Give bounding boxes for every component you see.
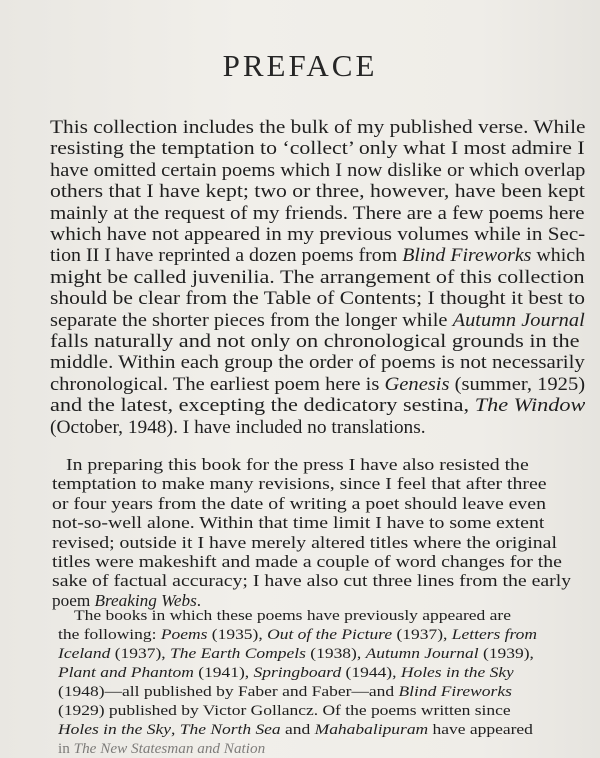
text-run: In preparing this book for the press I have also resisted the <box>66 455 529 474</box>
text-line <box>58 702 511 720</box>
text-line <box>50 417 426 439</box>
text-run: should be clear from the Table of Contents; I thought it best to <box>50 288 585 310</box>
text-run: (1929) published by Victor Gollancz. Of the poems written since <box>58 702 511 719</box>
italic-title: Autumn Journal <box>452 309 585 331</box>
text-line <box>50 245 585 267</box>
text-line <box>74 607 511 625</box>
text-run: (summer, 1925) <box>449 373 586 395</box>
text-line <box>50 181 585 203</box>
text-run: and the latest, excepting the dedicatory sestina, <box>50 395 475 417</box>
text-line <box>58 721 533 739</box>
text-line <box>52 513 544 533</box>
italic-title: Plant and Phantom <box>58 664 194 681</box>
text-run: which <box>531 245 586 267</box>
text-line <box>50 310 585 332</box>
text-line <box>52 552 562 572</box>
text-run: have omitted certain poems which I now dislike or which overlap <box>50 159 586 181</box>
text-run: (1939), <box>478 645 534 662</box>
text-run: (1944), <box>341 664 401 681</box>
text-run: separate the shorter pieces from the longer while <box>50 309 453 331</box>
italic-title: Out of the Picture <box>267 626 393 643</box>
text-line <box>50 352 585 374</box>
italic-title: Springboard <box>253 664 342 681</box>
text-line <box>50 203 584 225</box>
text-run: the following: <box>58 626 161 643</box>
text-line <box>58 626 537 644</box>
italic-title: The Earth Compels <box>170 645 306 662</box>
text-run: falls naturally and not only on chronological grounds in the <box>50 331 580 352</box>
text-line <box>50 224 585 246</box>
text-run: middle. Within each group the order of poems is not necessarily <box>50 352 585 374</box>
text-line <box>50 160 585 182</box>
text-run: (October, 1948). I have included no translations. <box>50 416 426 438</box>
text-line <box>58 645 534 663</box>
text-line <box>58 740 265 758</box>
text-run: , <box>171 721 180 738</box>
text-run: (1937), <box>110 645 171 662</box>
text-run: tion II I have reprinted a dozen poems from <box>50 245 403 267</box>
text-line <box>52 474 547 494</box>
italic-title: Breaking Webs <box>94 590 197 610</box>
text-line <box>50 267 585 289</box>
italic-title: Letters from <box>451 626 538 643</box>
text-run: have appeared <box>428 721 533 738</box>
text-run: (1935), <box>207 626 268 643</box>
text-line <box>50 117 586 139</box>
text-run: resisting the temptation to ‘collect’ only what I most admire I <box>50 138 585 160</box>
text-line <box>52 533 557 553</box>
text-run: titles were makeshift and made a couple of word changes for the <box>52 552 562 571</box>
italic-title: The North Sea <box>179 721 281 738</box>
text-line <box>52 494 546 514</box>
italic-title: Iceland <box>58 645 111 662</box>
text-run: This collection includes the bulk of my published verse. While <box>50 117 586 138</box>
italic-title: Genesis <box>384 373 450 395</box>
page-title: PREFACE <box>222 48 378 83</box>
text-run: poem <box>52 590 95 610</box>
text-run: sake of factual accuracy; I have also cut three lines from the early <box>52 571 572 591</box>
text-run: which have not appeared in my previous volumes while in Sec- <box>50 224 586 245</box>
italic-title: Holes in the Sky <box>58 721 172 738</box>
text-run: mainly at the request of my friends. There are a few poems here <box>50 202 585 224</box>
text-run: not-so-well alone. Within that time limit I have to some extent <box>52 513 545 533</box>
text-run: revised; outside it I have merely altered titles where the original <box>52 532 557 552</box>
text-run: (1941), <box>193 664 254 681</box>
text-line <box>58 664 514 682</box>
italic-title: Holes in the Sky <box>400 664 514 681</box>
italic-title: Blind Fireworks <box>402 245 532 267</box>
text-line <box>50 395 585 417</box>
text-run: others that I have kept; two or three, however, have been kept <box>50 181 585 203</box>
text-run: . <box>196 590 202 610</box>
italic-title: Blind Fireworks <box>398 683 512 700</box>
text-line <box>50 138 585 160</box>
italic-title: Autumn Journal <box>365 645 479 662</box>
text-run: (1937), <box>392 626 452 643</box>
text-run: (1948)—all published by Faber and Faber—and <box>58 683 399 700</box>
italic-title: The New Statesman and Nation <box>73 740 266 757</box>
italic-title: Poems <box>160 626 208 643</box>
text-run: and <box>280 721 315 738</box>
text-run: chronological. The earliest poem here is <box>50 373 385 395</box>
text-line <box>50 374 585 396</box>
text-run: The books in which these poems have previously appeared are <box>74 607 511 624</box>
italic-title: The Window <box>474 395 586 417</box>
text-run: or four years from the date of writing a poet should leave even <box>52 493 546 513</box>
text-run: temptation to make many revisions, since I feel that after three <box>52 474 547 494</box>
text-run: in <box>58 740 74 757</box>
text-line <box>50 288 585 310</box>
text-line <box>50 331 580 353</box>
italic-title: Mahabalipuram <box>314 721 429 738</box>
text-line <box>58 683 512 701</box>
text-line <box>52 571 571 591</box>
text-run: (1938), <box>305 645 366 662</box>
text-run: might be called juvenilia. The arrangement of this collection <box>50 266 585 288</box>
text-line <box>66 455 529 475</box>
